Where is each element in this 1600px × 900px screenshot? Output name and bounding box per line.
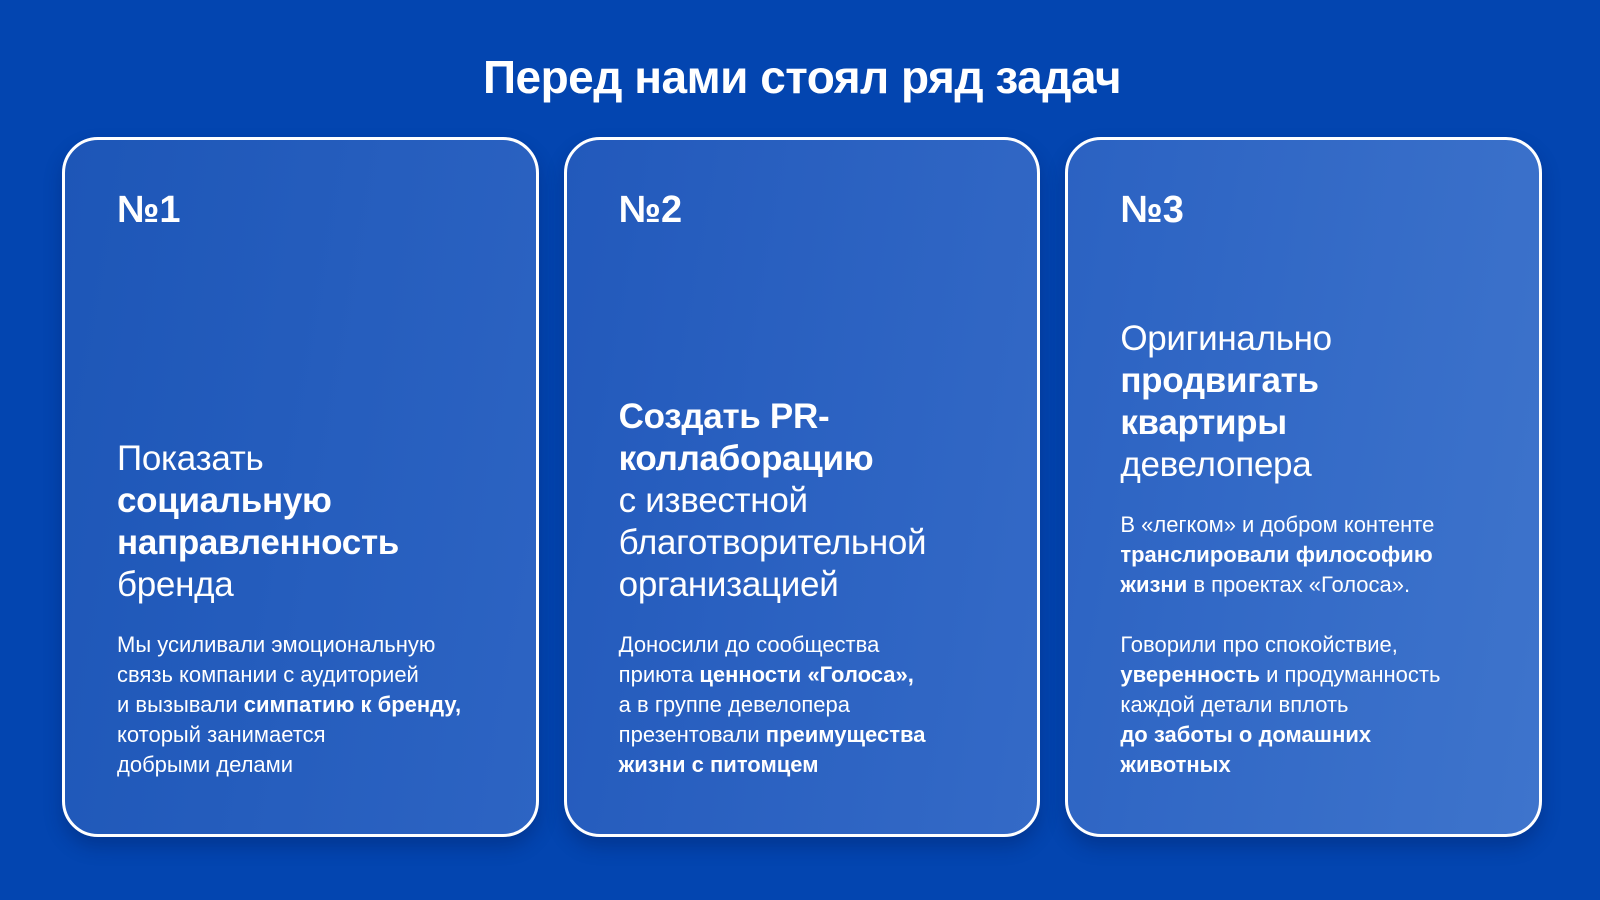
- text-line: [619, 720, 988, 750]
- text-line: [117, 630, 486, 660]
- text-line: [117, 480, 486, 522]
- page-title: Перед нами стоял ряд задач: [482, 51, 1122, 103]
- text-segment: каждой детали вплоть: [1120, 692, 1349, 717]
- text-line: [619, 522, 988, 564]
- card-1-content: [117, 438, 486, 780]
- text-line: [1120, 402, 1489, 444]
- text-line: [1120, 660, 1489, 690]
- text-line: [619, 438, 988, 480]
- text-segment: презентовали: [618, 722, 766, 747]
- text-segment: В «легком» и добром контенте: [1120, 512, 1435, 537]
- text-line: [1120, 630, 1489, 660]
- text-line: [1120, 570, 1489, 600]
- text-segment: до заботы о домашних: [1120, 722, 1372, 747]
- card-3-paragraph-1: [1120, 510, 1489, 600]
- card-1-number: №1: [117, 189, 181, 231]
- text-line: [619, 750, 988, 780]
- text-line: [117, 720, 486, 750]
- text-segment: Говорили про спокойствие,: [1120, 632, 1398, 657]
- text-segment: Оригинально: [1120, 319, 1332, 358]
- text-line: [1120, 540, 1489, 570]
- text-segment: с известной: [618, 481, 808, 520]
- text-line: [117, 522, 486, 564]
- card-2-heading: [619, 396, 988, 606]
- text-segment: Показать: [117, 439, 264, 478]
- text-segment: а в группе девелопера: [618, 692, 850, 717]
- card-3-content: [1120, 318, 1489, 780]
- text-segment: девелопера: [1120, 445, 1312, 484]
- text-segment: квартиры: [1120, 403, 1287, 442]
- text-segment: бренда: [117, 565, 234, 604]
- text-segment: продвигать: [1120, 361, 1319, 400]
- card-2-content: [619, 396, 988, 780]
- text-line: [1120, 360, 1489, 402]
- text-line: [117, 690, 486, 720]
- text-segment: ценности «Голоса»,: [699, 662, 914, 687]
- text-segment: добрыми делами: [117, 752, 294, 777]
- text-segment: животных: [1120, 752, 1231, 777]
- text-segment: преимущества: [765, 722, 926, 747]
- text-segment: Мы усиливали эмоциональную: [117, 632, 436, 657]
- text-line: [117, 660, 486, 690]
- text-line: [117, 564, 486, 606]
- text-line: [1120, 510, 1489, 540]
- text-segment: симпатию к бренду,: [243, 692, 462, 717]
- text-line: [619, 480, 988, 522]
- text-segment: в проектах «Голоса».: [1187, 572, 1411, 597]
- text-segment: и вызывали: [117, 692, 244, 717]
- text-segment: Создать PR-: [618, 397, 830, 436]
- text-segment: социальную: [117, 481, 332, 520]
- task-card-3: [1065, 137, 1542, 837]
- text-segment: Доносили до сообщества: [618, 632, 880, 657]
- text-segment: коллаборацию: [618, 439, 874, 478]
- text-segment: благотворительной: [618, 523, 927, 562]
- task-card-2: [564, 137, 1041, 837]
- text-line: [1120, 720, 1489, 750]
- text-line: [1120, 690, 1489, 720]
- text-segment: уверенность: [1120, 662, 1260, 687]
- text-line: [1120, 444, 1489, 486]
- card-2-paragraph: [619, 630, 988, 780]
- text-segment: приюта: [618, 662, 700, 687]
- card-1-heading: [117, 438, 486, 606]
- card-3-number: №3: [1120, 189, 1184, 231]
- card-1-paragraph: [117, 630, 486, 780]
- text-segment: который занимается: [117, 722, 326, 747]
- text-line: [117, 750, 486, 780]
- text-segment: связь компании с аудиторией: [117, 662, 419, 687]
- task-card-1: [62, 137, 539, 837]
- text-segment: жизни с питомцем: [618, 752, 819, 777]
- task-cards-row: [62, 137, 1542, 837]
- text-line: [619, 690, 988, 720]
- text-segment: жизни: [1120, 572, 1188, 597]
- text-line: [1120, 318, 1489, 360]
- card-2-number: №2: [618, 189, 683, 231]
- text-segment: направленность: [117, 523, 400, 562]
- text-segment: организацией: [618, 565, 839, 604]
- text-segment: и продуманность: [1259, 662, 1441, 687]
- text-line: [619, 396, 988, 438]
- text-line: [117, 438, 486, 480]
- text-line: [619, 630, 988, 660]
- text-line: [1120, 750, 1489, 780]
- card-3-paragraph-2: [1120, 630, 1489, 780]
- text-line: [619, 564, 988, 606]
- text-line: [619, 660, 988, 690]
- text-segment: транслировали философию: [1120, 542, 1433, 567]
- card-3-heading: [1120, 318, 1489, 486]
